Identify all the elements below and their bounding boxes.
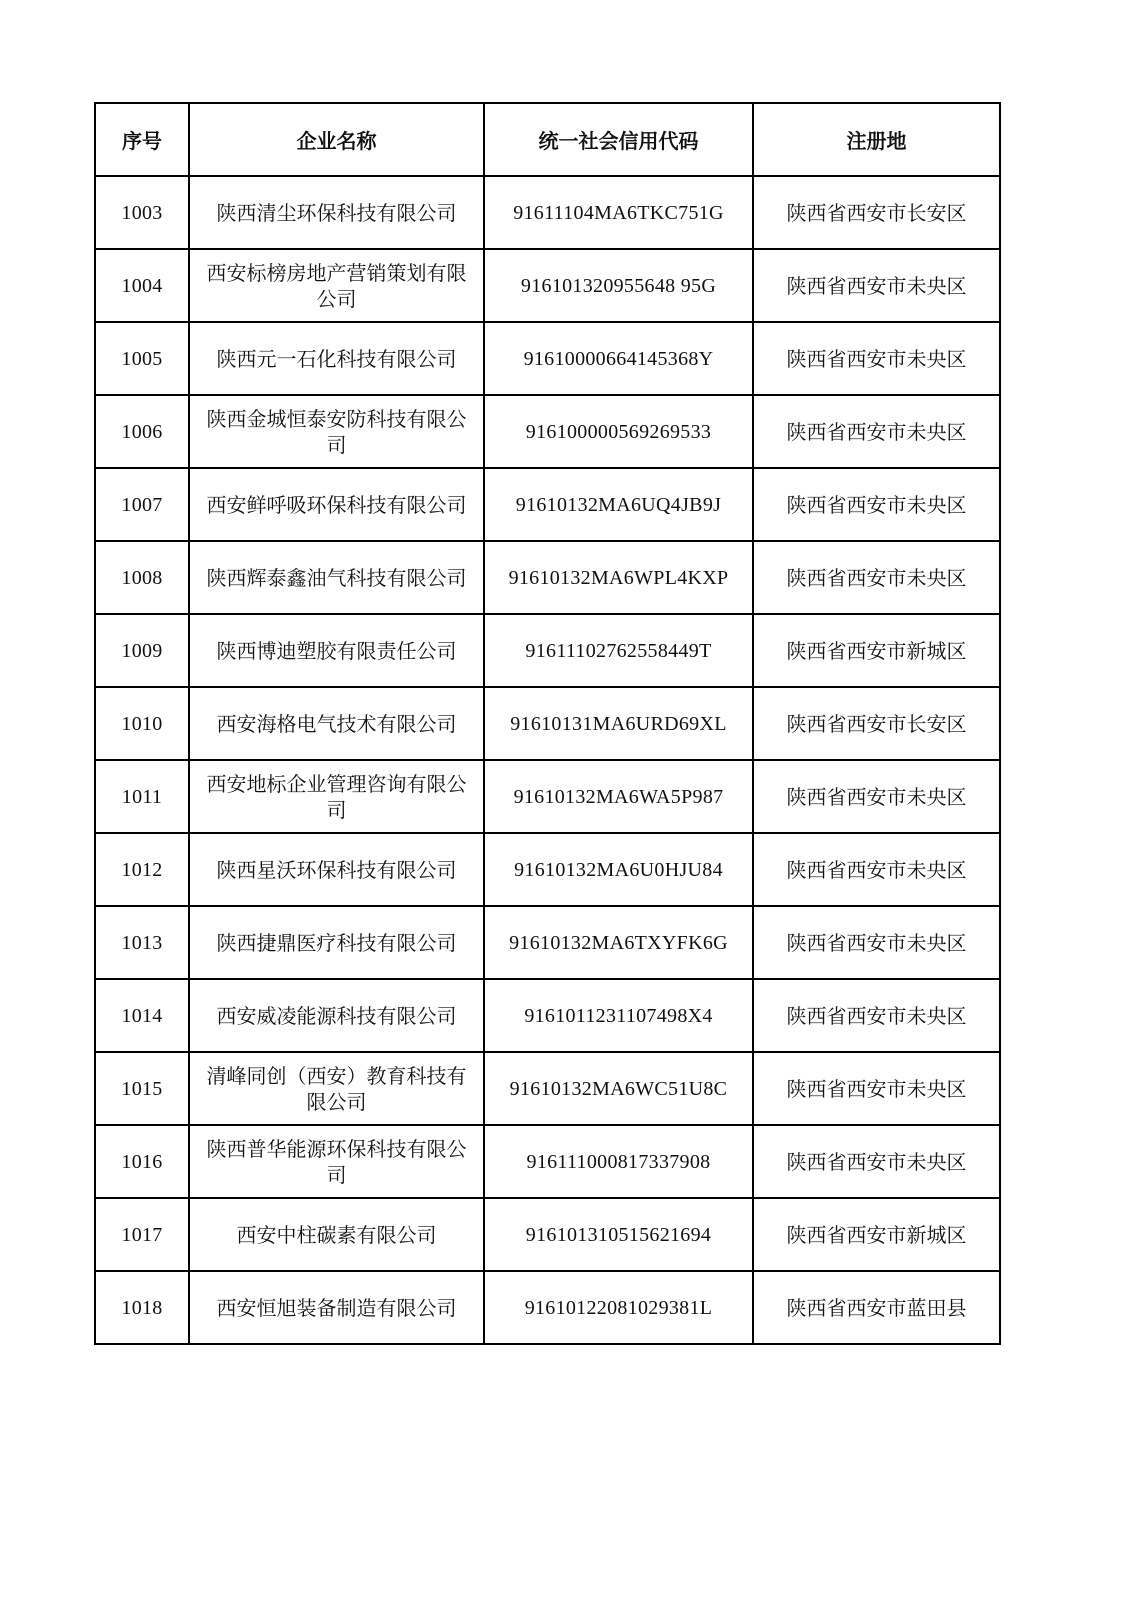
- company-name-cell: 西安鲜呼吸环保科技有限公司: [189, 468, 484, 541]
- table-row: [95, 833, 1000, 906]
- registered-place-cell: 陕西省西安市长安区: [753, 176, 1000, 249]
- registered-place-cell: 陕西省西安市未央区: [753, 1125, 1000, 1198]
- table-row: [95, 468, 1000, 541]
- company-name-cell: 西安海格电气技术有限公司: [189, 687, 484, 760]
- serial-no-cell: 1012: [95, 833, 189, 906]
- serial-no-cell: 1013: [95, 906, 189, 979]
- serial-no-cell: 1007: [95, 468, 189, 541]
- table-row: [95, 687, 1000, 760]
- serial-no-cell: 1005: [95, 322, 189, 395]
- credit-code-cell: 916101310515621694: [484, 1198, 753, 1271]
- registered-place-cell: 陕西省西安市未央区: [753, 395, 1000, 468]
- credit-code-cell: 91610132MA6TXYFK6G: [484, 906, 753, 979]
- table-row: [95, 906, 1000, 979]
- company-name-cell: 西安恒旭装备制造有限公司: [189, 1271, 484, 1344]
- serial-no-cell: 1015: [95, 1052, 189, 1125]
- company-name-cell: 陕西元一石化科技有限公司: [189, 322, 484, 395]
- credit-code-cell: 916111000817337908: [484, 1125, 753, 1198]
- company-name-cell: 陕西捷鼎医疗科技有限公司: [189, 906, 484, 979]
- header-company-name: 企业名称: [189, 103, 484, 176]
- registered-place-cell: 陕西省西安市未央区: [753, 760, 1000, 833]
- table-row: [95, 1271, 1000, 1344]
- company-name-cell: 清峰同创（西安）教育科技有限公司: [189, 1052, 484, 1125]
- company-name-cell: 陕西普华能源环保科技有限公司: [189, 1125, 484, 1198]
- registered-place-cell: 陕西省西安市长安区: [753, 687, 1000, 760]
- credit-code-cell: 91610122081029381L: [484, 1271, 753, 1344]
- company-name-cell: 陕西清尘环保科技有限公司: [189, 176, 484, 249]
- credit-code-cell: 916101320955648 95G: [484, 249, 753, 322]
- registered-place-cell: 陕西省西安市蓝田县: [753, 1271, 1000, 1344]
- company-name-cell: 西安标榜房地产营销策划有限公司: [189, 249, 484, 322]
- table-row: [95, 176, 1000, 249]
- table-row: [95, 1198, 1000, 1271]
- serial-no-cell: 1011: [95, 760, 189, 833]
- company-name-cell: 西安地标企业管理咨询有限公司: [189, 760, 484, 833]
- table-row: [95, 979, 1000, 1052]
- registered-place-cell: 陕西省西安市新城区: [753, 614, 1000, 687]
- registered-place-cell: 陕西省西安市新城区: [753, 1198, 1000, 1271]
- credit-code-cell: 91610132MA6UQ4JB9J: [484, 468, 753, 541]
- registered-place-cell: 陕西省西安市未央区: [753, 541, 1000, 614]
- credit-code-cell: 91610132MA6WC51U8C: [484, 1052, 753, 1125]
- header-row: [95, 103, 1000, 176]
- table-row: [95, 249, 1000, 322]
- serial-no-cell: 1010: [95, 687, 189, 760]
- enterprise-table: [94, 102, 1001, 1345]
- credit-code-cell: 91610131MA6URD69XL: [484, 687, 753, 760]
- credit-code-cell: 916100000569269533: [484, 395, 753, 468]
- credit-code-cell: 91611102762558449T: [484, 614, 753, 687]
- credit-code-cell: 91610132MA6WA5P987: [484, 760, 753, 833]
- registered-place-cell: 陕西省西安市未央区: [753, 979, 1000, 1052]
- company-name-cell: 西安威凌能源科技有限公司: [189, 979, 484, 1052]
- company-name-cell: 陕西星沃环保科技有限公司: [189, 833, 484, 906]
- table-header: [95, 103, 1000, 176]
- table-row: [95, 395, 1000, 468]
- serial-no-cell: 1006: [95, 395, 189, 468]
- company-name-cell: 陕西金城恒泰安防科技有限公司: [189, 395, 484, 468]
- credit-code-cell: 91610000664145368Y: [484, 322, 753, 395]
- table-row: [95, 1052, 1000, 1125]
- credit-code-cell: 91611104MA6TKC751G: [484, 176, 753, 249]
- table-row: [95, 1125, 1000, 1198]
- serial-no-cell: 1008: [95, 541, 189, 614]
- serial-no-cell: 1016: [95, 1125, 189, 1198]
- serial-no-cell: 1004: [95, 249, 189, 322]
- credit-code-cell: 9161011231107498X4: [484, 979, 753, 1052]
- table-row: [95, 541, 1000, 614]
- registered-place-cell: 陕西省西安市未央区: [753, 833, 1000, 906]
- registered-place-cell: 陕西省西安市未央区: [753, 1052, 1000, 1125]
- table-row: [95, 614, 1000, 687]
- serial-no-cell: 1003: [95, 176, 189, 249]
- table-row: [95, 760, 1000, 833]
- table-body: [95, 176, 1000, 1344]
- serial-no-cell: 1014: [95, 979, 189, 1052]
- table-row: [95, 322, 1000, 395]
- registered-place-cell: 陕西省西安市未央区: [753, 468, 1000, 541]
- registered-place-cell: 陕西省西安市未央区: [753, 249, 1000, 322]
- company-name-cell: 陕西博迪塑胶有限责任公司: [189, 614, 484, 687]
- serial-no-cell: 1009: [95, 614, 189, 687]
- serial-no-cell: 1017: [95, 1198, 189, 1271]
- company-name-cell: 西安中柱碳素有限公司: [189, 1198, 484, 1271]
- credit-code-cell: 91610132MA6WPL4KXP: [484, 541, 753, 614]
- registered-place-cell: 陕西省西安市未央区: [753, 906, 1000, 979]
- header-credit-code: 统一社会信用代码: [484, 103, 753, 176]
- serial-no-cell: 1018: [95, 1271, 189, 1344]
- credit-code-cell: 91610132MA6U0HJU84: [484, 833, 753, 906]
- company-name-cell: 陕西辉泰鑫油气科技有限公司: [189, 541, 484, 614]
- header-registered-place: 注册地: [753, 103, 1000, 176]
- registered-place-cell: 陕西省西安市未央区: [753, 322, 1000, 395]
- header-serial-no: 序号: [95, 103, 189, 176]
